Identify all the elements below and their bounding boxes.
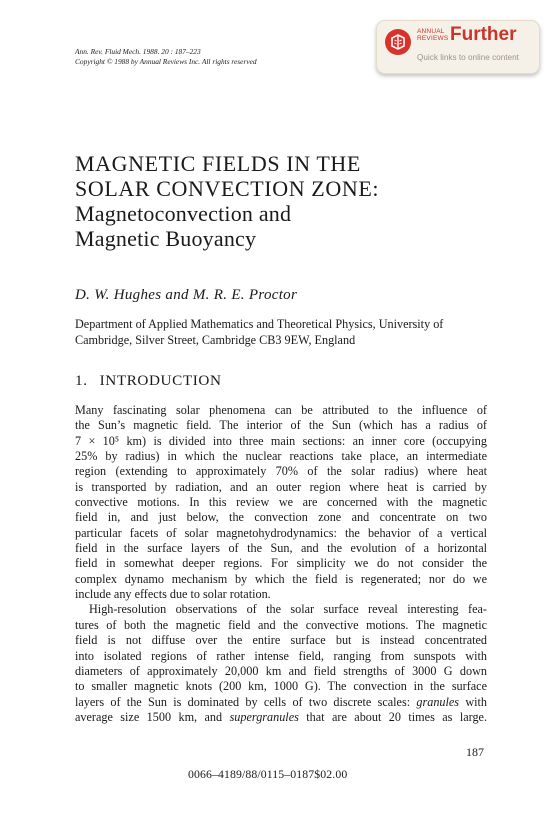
text-line: field is not diffuse over the entire surface but is instead concentrated [75, 633, 487, 648]
badge-subtitle: Quick links to online content [417, 53, 519, 62]
page-number: 187 [466, 745, 484, 759]
paragraph [75, 602, 487, 725]
emphasis-supergranules: supergranules [229, 709, 299, 724]
text-line: include any effects due to solar rotation. [75, 587, 271, 602]
subtitle-line: Magnetoconvection and [75, 201, 292, 226]
text-line: 7 × 10⁵ km) is divided into three main sections: an inner core (occupying [75, 433, 487, 448]
text-line: Many fascinating solar phenomena can be attributed to the influence of [75, 403, 487, 417]
text-line: 25% by radius) in which the nuclear reactions take place, an intermediate [75, 449, 487, 464]
authors: D. W. Hughes and M. R. E. Proctor [75, 287, 298, 303]
further-badge[interactable] [376, 20, 540, 74]
journal-header [75, 47, 257, 66]
section-title: INTRODUCTION [99, 372, 222, 389]
text-line: into isolated regions of rather intense field, ranging from sunspots with [75, 648, 487, 663]
text-line: field in somewhat deeper regions. For simplicity we do not consider the [75, 556, 487, 571]
annual-reviews-logo-icon [385, 29, 411, 55]
text-line: field in, and just below, the convection zone and concentrate on two [75, 510, 487, 525]
body-text [75, 403, 487, 725]
text-line: field in the surface layers of the Sun, and the evolution of a horizontal [75, 541, 487, 556]
section-heading [75, 372, 222, 390]
copyright-line: Copyright © 1988 by Annual Reviews Inc. All rights reserved [75, 56, 257, 66]
text-line: is transported by radiation, and an outer region where heat is carried by [75, 479, 487, 494]
text-line: complex dynamo mechanism by which the field is regenerated; nor do we [75, 571, 487, 586]
article-title [75, 151, 495, 251]
text-line: tures of both the magnetic field and the convective motions. The magnetic [75, 617, 487, 632]
badge-further-label: Further [450, 24, 517, 45]
badge-annual-reviews-label: ANNUAL REVIEWS [417, 28, 449, 42]
text-line: particular facets of solar magnetohydrodynamics: the behavior of a vertical [75, 525, 487, 540]
title-line: SOLAR CONVECTION ZONE: [75, 176, 380, 201]
text-line: High-resolution observations of the solar surface reveal interesting fea- [89, 602, 487, 617]
text-line: average size 1500 km, and supergranules that are about 20 times as large. [75, 709, 488, 724]
title-line: MAGNETIC FIELDS IN THE [75, 151, 361, 176]
text-line: the Sun’s magnetic field. The interior of the Sun (which has a radius of [75, 418, 487, 433]
text-line: to smaller magnetic knots (200 km, 1000 G). The convection in the surface [75, 679, 487, 694]
text-line: convective motions. In this review we are concerned with the magnetic [75, 495, 487, 510]
section-number: 1. [75, 372, 88, 389]
emphasis-granules: granules [416, 694, 460, 709]
text-line: diameters of approximately 20,000 km and field strengths of 3000 G down [75, 663, 487, 678]
paragraph [75, 403, 487, 602]
text-line: layers of the Sun is dominated by cells of two discrete scales: granules with [75, 694, 487, 709]
subtitle-line: Magnetic Buoyancy [75, 226, 257, 251]
text-line: region (extending to approximately 70% of the solar radius) where heat [75, 464, 487, 479]
article-code: 0066–4189/88/0115–0187$02.00 [188, 767, 348, 781]
affiliation: Department of Applied Mathematics and Theoretical Physics, University of Cambridge, Silver Street, Cambridge CB3 9EW, England [75, 317, 444, 347]
citation-line: Ann. Rev. Fluid Mech. 1988. 20 : 187–223 [75, 47, 201, 56]
